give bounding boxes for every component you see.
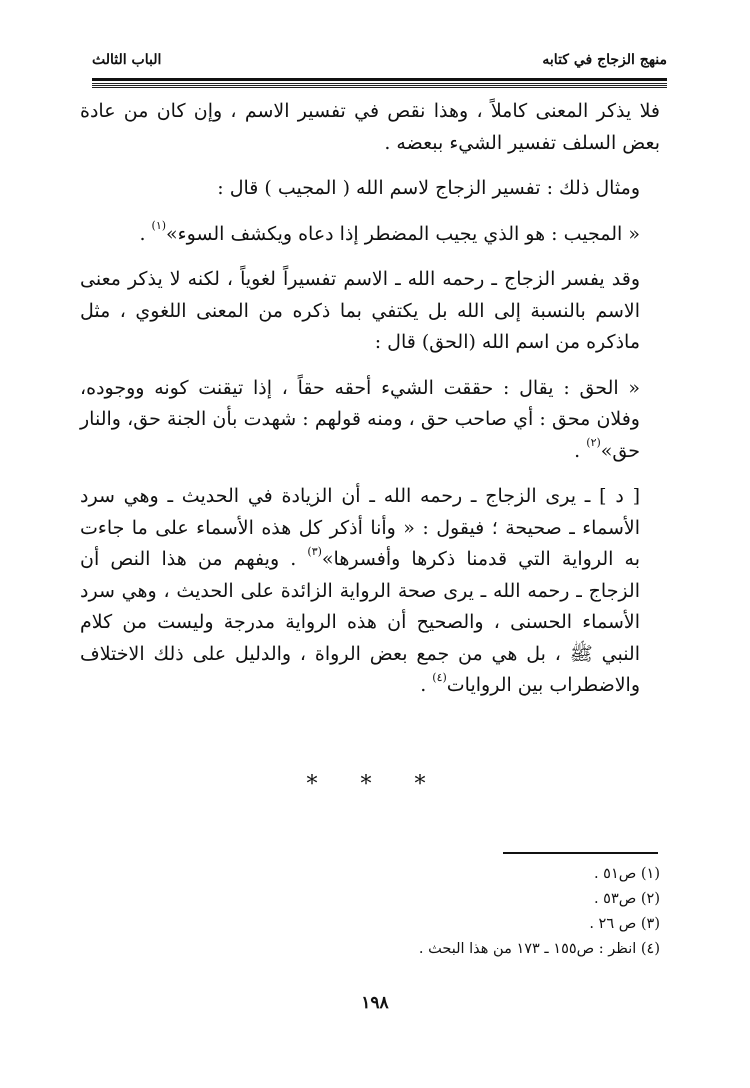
footnote-ref-3: (٣) bbox=[307, 544, 322, 558]
footnote-3: (٣) ص ٢٦ . bbox=[589, 916, 660, 932]
paragraph-5 bbox=[80, 373, 660, 468]
footnote-1: (١) ص٥١ . bbox=[593, 866, 660, 882]
footnote-ref-4: (٤) bbox=[432, 670, 447, 684]
paragraph-3 bbox=[80, 219, 660, 251]
page-number: ١٩٨ bbox=[361, 993, 389, 1013]
quote-text: « المجيب : هو الذي يجيب المضطر إذا دعاه ويكشف السوء» bbox=[166, 222, 640, 245]
running-header bbox=[92, 52, 667, 74]
footnote-rule bbox=[503, 852, 658, 854]
footnote-4: (٤) انظر : ص١٥٥ ـ ١٧٣ من هذا البحث . bbox=[418, 941, 660, 957]
paragraph-6 bbox=[80, 481, 660, 702]
quote-text: « الحق : يقال : حققت الشيء أحقه حقاً ، إذا تيقنت كونه ووجوده، وفلان محق : أي صاحب حق ، ومنه قولهم : شهدت بأن الجنة حق، والنار حق» bbox=[80, 376, 640, 462]
footnote-2: (٢) ص٥٣ . bbox=[593, 891, 660, 907]
section-separator: * * * bbox=[306, 772, 444, 797]
paragraph-text: . ويفهم من هذا النص أن الزجاج ـ رحمه الله ـ يرى صحة الرواية الزائدة على الحديث ، وهي سرد الأسماء الحسنى ، والصحيح أن هذه الرواية مدرجة وليست من كلام النبي ﷺ ، بل هي من جمع بعض الرواة ، والدليل على ذلك الاختلاف والاضطراب بين الروايات bbox=[80, 548, 640, 696]
sentence-end: . bbox=[420, 674, 433, 696]
paragraph-1: فلا يذكر المعنى كاملاً ، وهذا نقص في تفسير الاسم ، وإن كان من عادة بعض السلف تفسير الشيء ببعضه . bbox=[80, 100, 660, 154]
footnote-ref-2: (٢) bbox=[586, 436, 601, 450]
header-rule-band bbox=[92, 83, 667, 88]
paragraph-2: ومثال ذلك : تفسير الزجاج لاسم الله ( المجيب ) قال : bbox=[217, 177, 640, 199]
sentence-end: . bbox=[574, 439, 587, 462]
footnotes bbox=[80, 862, 660, 962]
chapter-running-title: منهج الزجاج في كتابه bbox=[542, 52, 667, 68]
paragraph-4: وقد يفسر الزجاج ـ رحمه الله ـ الاسم تفسيراً لغوياً ، لكنه لا يذكر معنى الاسم بالنسبة إلى الله بل يكتفي بما ذكره من المعنى اللغوي ، مثل ماذكره من اسم الله (الحق) قال : bbox=[80, 268, 640, 353]
sentence-end: . bbox=[139, 222, 152, 245]
section-running-title: الباب الثالث bbox=[92, 52, 162, 68]
header-rule bbox=[92, 78, 667, 81]
footnote-ref-1: (١) bbox=[151, 219, 167, 233]
paragraph-text: [ د ] ـ يرى الزجاج ـ رحمه الله ـ أن الزيادة في الحديث ـ وهي سرد الأسماء ـ صحيحة ؛ فيقول : « وأنا أذكر كل هذه الأسماء على ما جاءت به الرواية التي قدمنا ذكرها وأفسرها» bbox=[80, 485, 640, 570]
body-text bbox=[80, 96, 660, 702]
